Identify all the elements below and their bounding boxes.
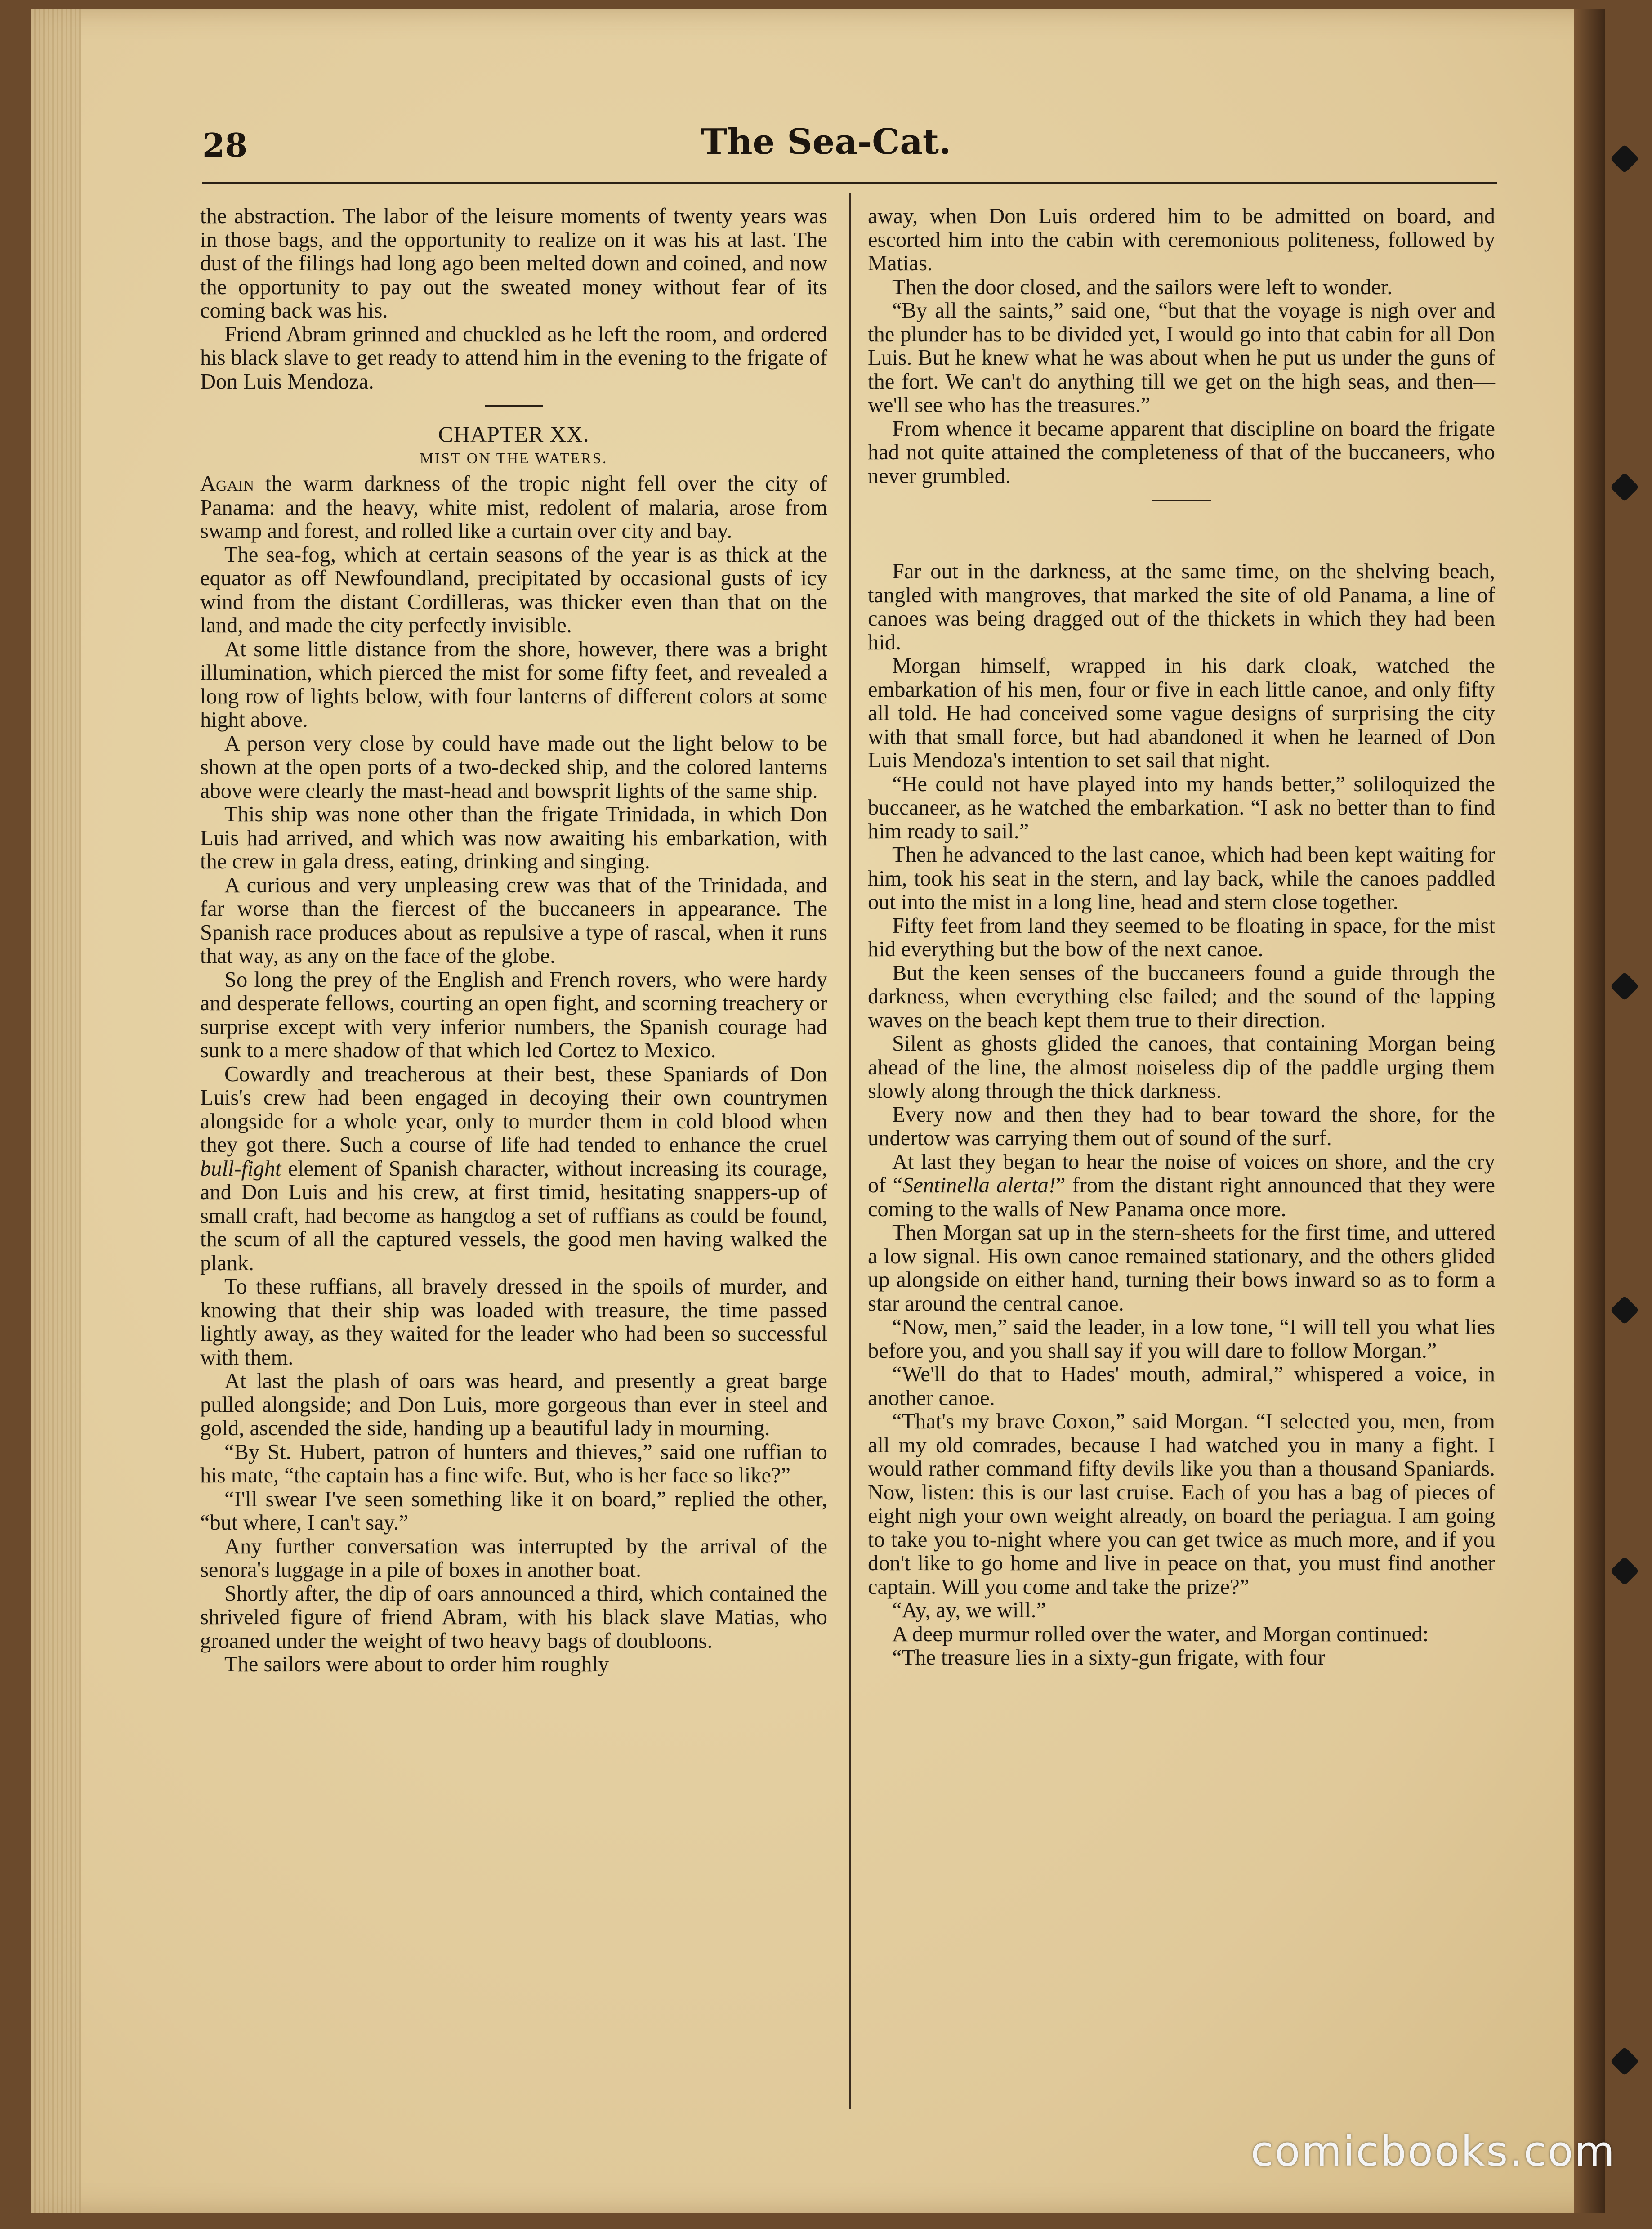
paragraph: A person very close by could have made out the light below to be shown at the open ports of a two-decked ship, and the colored lanterns above were clearly the mast-head and bowsprit lights of the same ship. <box>200 731 827 803</box>
paragraph: Then the door closed, and the sailors were left to wonder. <box>892 275 1393 299</box>
section-rule <box>1152 500 1211 501</box>
paragraph: Morgan himself, wrapped in his dark cloak, watched the embarkation of his men, four or five in each little canoe, and only fifty all told. He had conceived some vague designs of surprising the city with that small force, but had abandoned it when he learned of Don Luis Mendoza's intention to set sail that night. <box>868 654 1495 772</box>
paragraph: “By all the saints,” said one, “but that the voyage is nigh over and the plunder has to be divided yet, I would go into that cabin for all Don Luis. But he knew what he was about when he put us under the guns of the fort. We can't do anything till we get on the high seas, and then—we'll see who has the treasures.” <box>868 299 1495 417</box>
paragraph: Every now and then they had to bear toward the shore, for the undertow was carrying them out of sound of the surf. <box>868 1102 1495 1150</box>
paragraph: Shortly after, the dip of oars announced a third, which contained the shriveled figure of friend Abram, with his black slave Matias, who groaned under the weight of two heavy bags of doubloons. <box>200 1581 827 1653</box>
paragraph: The sea-fog, which at certain seasons of the year is as thick at the equator as off Newfoundland, precipitated by occasional gusts of icy wind from the distant Cordilleras, was thicker even than that on the land, and made the city perfectly invisible. <box>200 542 827 637</box>
binding-spine <box>1574 9 1605 2213</box>
paragraph-text: At last they began to hear the noise of voices on shore, and the cry of “ <box>868 1150 1495 1197</box>
paragraph: “The treasure lies in a sixty-gun frigate, with four <box>892 1646 1325 1670</box>
column-divider <box>849 193 851 2109</box>
drop-word: Again <box>200 472 254 496</box>
paragraph <box>200 472 827 543</box>
paragraph-text: element of Spanish character, without increasing its courage, and Don Luis and his crew, at first timid, hesitating snappers-up of small craft, had become as hangdog a set of ruffians as could be found, the scum of all the captured vessels, the good men having walked the plank. <box>200 1156 827 1275</box>
paragraph: Then Morgan sat up in the stern-sheets for the first time, and uttered a low signal. His own canoe remained stationary, and the others glided up alongside on either hand, turning their bows inward so as to form a star around the central canoe. <box>868 1221 1495 1316</box>
paragraph: “He could not have played into my hands better,” soliloquized the buccaneer, as he watched the embarkation. “I ask no better than to find him ready to sail.” <box>868 772 1495 843</box>
paragraph-text: ” from the distant right announced that they were coming to the walls of New Panama once more. <box>868 1173 1495 1221</box>
paragraph: This ship was none other than the frigate Trinidada, in which Don Luis had arrived, and which was now awaiting his embarkation, with the crew in gala dress, eating, drinking and singing. <box>200 802 827 873</box>
paragraph-text: Cowardly and treacherous at their best, these Spaniards of Don Luis's crew had been engaged in decoying their own countrymen alongside for a whole year, only to murder them in cold blood when they got there. Such a course of life had tended to enhance the cruel <box>200 1062 827 1157</box>
paragraph: “By St. Hubert, patron of hunters and thieves,” said one ruffian to his mate, “the captain has a fine wife. But, who is her face so like?” <box>200 1440 827 1487</box>
running-title: The Sea-Cat. <box>701 121 951 162</box>
paragraph <box>200 1063 827 1276</box>
paragraph: Then he advanced to the last canoe, which had been kept waiting for him, took his seat in the stern, and lay back, while the canoes paddled out into the mist in a long line, head and stern close together. <box>868 843 1495 914</box>
paragraph: To these ruffians, all bravely dressed in the spoils of murder, and knowing that their ship was loaded with treasure, the time passed lightly away, as they waited for the leader who had been so successful with them. <box>200 1275 827 1370</box>
page-number: 28 <box>202 126 248 164</box>
binding-stitch <box>1610 2046 1639 2076</box>
paragraph: A curious and very unpleasing crew was that of the Trinidada, and far worse than the fiercest of the buccaneers in appearance. The Spanish race produces about as repulsive a type of rascal, when it runs that way, as any on the face of the globe. <box>200 873 827 968</box>
paragraph-text: the warm darkness of the tropic night fell over the city of Panama: and the heavy, white mist, redolent of malaria, arose from swamp and forest, and rolled like a curtain over city and bay. <box>200 472 827 543</box>
page-edges <box>31 9 81 2213</box>
italic-text: Sentinella alerta! <box>902 1173 1056 1197</box>
paragraph: the abstraction. The labor of the leisure moments of twenty years was in those bags, and the opportunity to realize on it was his at last. The dust of the filings had long ago been melted down and coined, and now the opportunity to pay out the sweated money without fear of its coming back was his. <box>200 204 827 322</box>
paragraph: From whence it became apparent that discipline on board the frigate had not quite attained the completeness of that of the buccaneers, who never grumbled. <box>868 416 1495 488</box>
italic-text: bull-fight <box>200 1156 281 1181</box>
paragraph: So long the prey of the English and French rovers, who were hardy and desperate fellows, courting an open fight, and scorning treachery or surprise except with very inferior numbers, the Spanish courage had sunk to a mere shadow of that which led Cortez to Mexico. <box>200 967 827 1062</box>
header-rule <box>202 182 1497 184</box>
paragraph: Silent as ghosts glided the canoes, that containing Morgan being ahead of the line, the almost noiseless dip of the paddle urging them slowly along through the thick darkness. <box>868 1032 1495 1103</box>
paragraph: Any further conversation was interrupted by the arrival of the senora's luggage in a pile of boxes in another boat. <box>200 1534 827 1582</box>
paragraph: At some little distance from the shore, however, there was a bright illumination, which pierced the mist for some fifty feet, and revealed a long row of lights below, with four lanterns of different colors at some hight above. <box>200 637 827 732</box>
paragraph: Friend Abram grinned and chuckled as he left the room, and ordered his black slave to get ready to attend him in the evening to the frigate of Don Luis Mendoza. <box>200 322 827 394</box>
section-rule <box>485 405 543 407</box>
binding-stitch <box>1610 1295 1639 1325</box>
paragraph <box>868 1150 1495 1222</box>
paragraph: The sailors were about to order him roughly <box>224 1652 609 1676</box>
paragraph: But the keen senses of the buccaneers found a guide through the darkness, when everything else failed; and the sound of the lapping waves on the beach kept them true to their direction. <box>868 961 1495 1032</box>
paragraph: away, when Don Luis ordered him to be admitted on board, and escorted him into the cabin with ceremonious politeness, followed by Matias. <box>868 204 1495 275</box>
paragraph: “We'll do that to Hades' mouth, admiral,” whispered a voice, in another canoe. <box>868 1362 1495 1410</box>
paragraph: “Ay, ay, we will.” <box>892 1598 1046 1622</box>
chapter-title: MIST ON THE WATERS. <box>420 450 608 467</box>
paragraph: “Now, men,” said the leader, in a low tone, “I will tell you what lies before you, and you shall say if you will dare to follow Morgan.” <box>868 1315 1495 1363</box>
paragraph: At last the plash of oars was heard, and presently a great barge pulled alongside; and Don Luis, more gorgeous than ever in steel and gold, ascended the side, handing up a beautiful lady in mourning. <box>200 1369 827 1440</box>
right-column <box>868 205 1495 1670</box>
paragraph: A deep murmur rolled over the water, and Morgan continued: <box>892 1622 1429 1646</box>
paragraph: “That's my brave Coxon,” said Morgan. “I selected you, men, from all my old comrades, because I had watched you in many a fight. I would rather command fifty devils like you than a thousand Spaniards. Now, listen: this is our last cruise. Each of you has a bag of pieces of eight nigh your own weight already, on board the periagua. I am going to take you to-night where you can get twice as much more, and if you don't like to go home and live in peace on that, you must find another captain. Will you come and take the prize?” <box>868 1410 1495 1599</box>
left-column <box>200 205 827 1677</box>
paragraph: Fifty feet from land they seemed to be floating in space, for the mist hid everything but the bow of the next canoe. <box>868 913 1495 961</box>
paragraph: Far out in the darkness, at the same time, on the shelving beach, tangled with mangroves, that marked the site of old Panama, a line of canoes was being dragged out of the thickets in which they had been hid. <box>868 559 1495 654</box>
binding-stitch <box>1610 472 1639 501</box>
binding-stitch <box>1610 971 1639 1001</box>
paragraph: “I'll swear I've seen something like it on board,” replied the other, “but where, I can't say.” <box>200 1487 827 1535</box>
chapter-number: CHAPTER XX. <box>438 421 589 447</box>
source-watermark: comicbooks.com <box>1250 2127 1616 2175</box>
binding-stitch <box>1610 1556 1639 1585</box>
